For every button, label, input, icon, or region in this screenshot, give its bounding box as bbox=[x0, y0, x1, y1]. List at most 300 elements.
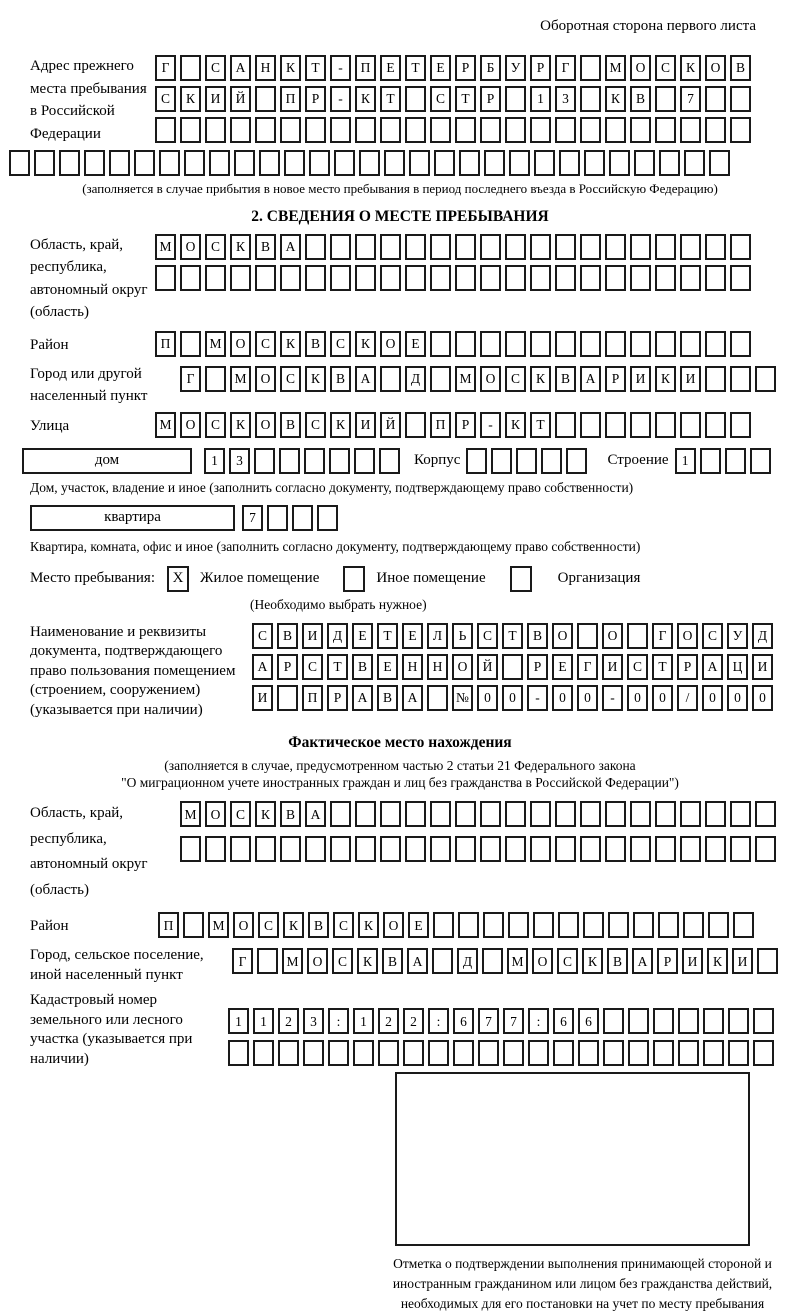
char-cell bbox=[205, 836, 226, 862]
char-cell bbox=[634, 150, 655, 176]
char-cell: М bbox=[180, 801, 201, 827]
char-cell bbox=[109, 150, 130, 176]
char-cell bbox=[605, 836, 626, 862]
house-row bbox=[0, 448, 800, 474]
house-cells bbox=[204, 448, 404, 474]
page-header-note: Оборотная сторона первого листа bbox=[540, 18, 756, 34]
char-cell bbox=[355, 836, 376, 862]
char-cell bbox=[180, 55, 201, 81]
char-cell bbox=[355, 117, 376, 143]
char-cell: Т bbox=[502, 623, 523, 649]
char-cell bbox=[380, 836, 401, 862]
char-cell bbox=[305, 234, 326, 260]
char-cell bbox=[379, 448, 400, 474]
char-cell: В bbox=[277, 623, 298, 649]
char-cell: Т bbox=[327, 654, 348, 680]
house-box-label: дом bbox=[22, 448, 192, 474]
char-cell bbox=[630, 836, 651, 862]
char-cell: О bbox=[307, 948, 328, 974]
char-cell bbox=[280, 117, 301, 143]
char-cell bbox=[254, 448, 275, 474]
char-cell bbox=[577, 623, 598, 649]
char-cell: Й bbox=[230, 86, 251, 112]
char-cell: О bbox=[552, 623, 573, 649]
char-cell: В bbox=[377, 685, 398, 711]
char-cell bbox=[278, 1040, 299, 1066]
char-cell bbox=[180, 265, 201, 291]
char-cell bbox=[603, 1040, 624, 1066]
char-cell bbox=[380, 366, 401, 392]
char-cell bbox=[530, 265, 551, 291]
char-cell: М bbox=[507, 948, 528, 974]
char-cell bbox=[728, 1040, 749, 1066]
char-cell: 3 bbox=[229, 448, 250, 474]
char-cell bbox=[355, 265, 376, 291]
char-cell: С bbox=[627, 654, 648, 680]
char-cell bbox=[478, 1040, 499, 1066]
char-cell bbox=[405, 265, 426, 291]
char-cell bbox=[580, 801, 601, 827]
char-grid-row bbox=[155, 117, 755, 143]
char-cell bbox=[234, 150, 255, 176]
char-cell bbox=[255, 265, 276, 291]
char-cell: С bbox=[155, 86, 176, 112]
char-cell: Р bbox=[455, 412, 476, 438]
char-cell: В bbox=[527, 623, 548, 649]
char-cell: И bbox=[205, 86, 226, 112]
char-cell bbox=[453, 1040, 474, 1066]
char-cell bbox=[330, 117, 351, 143]
char-cell bbox=[580, 117, 601, 143]
char-cell: С bbox=[430, 86, 451, 112]
char-cell bbox=[555, 801, 576, 827]
char-cell: Л bbox=[427, 623, 448, 649]
char-cell: 0 bbox=[502, 685, 523, 711]
char-cell bbox=[608, 912, 629, 938]
apartment-note: Квартира, комната, офис и иное (заполнить согласно документу, подтверждающему право собственности) bbox=[30, 538, 641, 554]
char-cell: С bbox=[302, 654, 323, 680]
char-cell: Е bbox=[380, 55, 401, 81]
char-cell: С bbox=[305, 412, 326, 438]
district-row bbox=[0, 331, 800, 357]
char-grid-row bbox=[228, 1040, 778, 1066]
char-cell bbox=[528, 1040, 549, 1066]
char-cell: Р bbox=[657, 948, 678, 974]
char-cell: С bbox=[332, 948, 353, 974]
char-cell: Г bbox=[232, 948, 253, 974]
char-cell: В bbox=[607, 948, 628, 974]
char-cell: П bbox=[158, 912, 179, 938]
char-cell: С bbox=[255, 331, 276, 357]
char-cell bbox=[705, 412, 726, 438]
char-cell: 1 bbox=[530, 86, 551, 112]
char-cell: Р bbox=[605, 366, 626, 392]
char-cell bbox=[480, 265, 501, 291]
char-cell bbox=[680, 836, 701, 862]
char-cell bbox=[430, 366, 451, 392]
char-cell: Т bbox=[380, 86, 401, 112]
char-cell bbox=[705, 836, 726, 862]
cadastral-block bbox=[0, 991, 800, 1069]
char-cell: А bbox=[280, 234, 301, 260]
char-cell: И bbox=[680, 366, 701, 392]
char-cell: Н bbox=[402, 654, 423, 680]
char-cell: 0 bbox=[627, 685, 648, 711]
char-cell: О bbox=[180, 412, 201, 438]
char-cell: О bbox=[255, 366, 276, 392]
fact-district-row bbox=[0, 912, 800, 938]
char-cell: О bbox=[255, 412, 276, 438]
char-cell bbox=[284, 150, 305, 176]
char-cell: К bbox=[355, 86, 376, 112]
char-cell: Д bbox=[752, 623, 773, 649]
confirmation-stamp-box bbox=[395, 1072, 750, 1246]
char-cell: С bbox=[280, 366, 301, 392]
char-cell bbox=[155, 117, 176, 143]
char-cell bbox=[753, 1008, 774, 1034]
char-cell bbox=[409, 150, 430, 176]
char-cell: И bbox=[355, 412, 376, 438]
char-cell: 6 bbox=[578, 1008, 599, 1034]
char-grid-row bbox=[180, 801, 780, 827]
char-cell bbox=[555, 412, 576, 438]
char-cell bbox=[277, 685, 298, 711]
char-cell: 0 bbox=[727, 685, 748, 711]
char-cell bbox=[628, 1008, 649, 1034]
char-cell bbox=[230, 117, 251, 143]
char-cell: С bbox=[477, 623, 498, 649]
char-cell bbox=[558, 912, 579, 938]
char-cell: : bbox=[428, 1008, 449, 1034]
char-cell: М bbox=[230, 366, 251, 392]
char-cell: К bbox=[180, 86, 201, 112]
char-cell: В bbox=[308, 912, 329, 938]
char-cell bbox=[730, 331, 751, 357]
char-cell: Н bbox=[255, 55, 276, 81]
char-cell bbox=[753, 1040, 774, 1066]
char-cell bbox=[405, 412, 426, 438]
char-cell bbox=[530, 331, 551, 357]
char-cell bbox=[427, 685, 448, 711]
char-cell bbox=[155, 265, 176, 291]
char-cell bbox=[180, 331, 201, 357]
char-cell: О bbox=[602, 623, 623, 649]
stay-option-label-organization: Организация bbox=[557, 570, 641, 587]
char-cell bbox=[730, 366, 751, 392]
korpus-label: Корпус bbox=[414, 452, 461, 469]
char-cell bbox=[730, 801, 751, 827]
char-cell: К bbox=[655, 366, 676, 392]
stay-type-checkbox-organization bbox=[510, 566, 532, 592]
stay-type-note: (Необходимо выбрать нужное) bbox=[250, 596, 427, 612]
char-cell bbox=[630, 265, 651, 291]
char-cell bbox=[257, 948, 278, 974]
char-cell bbox=[403, 1040, 424, 1066]
document-rows bbox=[252, 623, 777, 711]
char-cell bbox=[304, 448, 325, 474]
char-cell: К bbox=[330, 412, 351, 438]
char-cell bbox=[305, 265, 326, 291]
char-cell bbox=[430, 234, 451, 260]
char-cell: Й bbox=[380, 412, 401, 438]
char-cell bbox=[428, 1040, 449, 1066]
char-cell bbox=[555, 836, 576, 862]
char-cell bbox=[605, 412, 626, 438]
prev-address-overflow-row bbox=[0, 150, 800, 176]
char-cell bbox=[580, 234, 601, 260]
char-cell: К bbox=[707, 948, 728, 974]
char-cell bbox=[630, 234, 651, 260]
char-cell bbox=[655, 412, 676, 438]
char-cell bbox=[459, 150, 480, 176]
char-cell bbox=[455, 801, 476, 827]
char-cell: В bbox=[280, 412, 301, 438]
char-cell bbox=[430, 265, 451, 291]
char-cell: О bbox=[380, 331, 401, 357]
prev-address-rows bbox=[155, 55, 755, 143]
confirmation-stamp-note: Отметка о подтверждении выполнения принимающей стороной и иностранным гражданином или лицом без гражданства действий, необходимых для его постановки на учет по месту пребывания bbox=[392, 1256, 773, 1311]
char-cell bbox=[580, 55, 601, 81]
char-cell: Й bbox=[477, 654, 498, 680]
char-cell: 2 bbox=[378, 1008, 399, 1034]
char-cell bbox=[555, 117, 576, 143]
char-cell: : bbox=[328, 1008, 349, 1034]
char-cell bbox=[680, 412, 701, 438]
char-cell bbox=[384, 150, 405, 176]
char-cell bbox=[328, 1040, 349, 1066]
char-cell: О bbox=[452, 654, 473, 680]
char-cell bbox=[480, 117, 501, 143]
stay-type-row bbox=[0, 566, 800, 592]
char-cell bbox=[503, 1040, 524, 1066]
char-cell bbox=[541, 448, 562, 474]
char-cell: Е bbox=[402, 623, 423, 649]
char-cell bbox=[630, 117, 651, 143]
char-cell bbox=[655, 265, 676, 291]
char-cell bbox=[505, 234, 526, 260]
char-cell: А bbox=[352, 685, 373, 711]
char-cell: А bbox=[305, 801, 326, 827]
char-cell bbox=[605, 331, 626, 357]
char-cell bbox=[353, 1040, 374, 1066]
char-cell bbox=[655, 836, 676, 862]
char-cell bbox=[728, 1008, 749, 1034]
char-cell bbox=[605, 234, 626, 260]
char-cell: Г bbox=[577, 654, 598, 680]
char-cell bbox=[59, 150, 80, 176]
char-cell bbox=[330, 836, 351, 862]
region-label: Область, край, республика, автономный округ (область) bbox=[30, 236, 148, 321]
char-cell bbox=[755, 366, 776, 392]
char-cell bbox=[730, 117, 751, 143]
char-cell bbox=[378, 1040, 399, 1066]
char-cell: К bbox=[357, 948, 378, 974]
char-cell bbox=[34, 150, 55, 176]
char-cell bbox=[705, 117, 726, 143]
char-cell bbox=[683, 912, 704, 938]
char-grid-row bbox=[155, 55, 755, 81]
char-cell: 0 bbox=[752, 685, 773, 711]
char-cell bbox=[757, 948, 778, 974]
char-cell bbox=[455, 265, 476, 291]
char-cell bbox=[700, 448, 721, 474]
char-cell bbox=[730, 234, 751, 260]
char-cell bbox=[458, 912, 479, 938]
char-cell bbox=[655, 117, 676, 143]
char-cell: И bbox=[602, 654, 623, 680]
house-note: Дом, участок, владение и иное (заполнить согласно документу, подтверждающему право собственности) bbox=[30, 479, 634, 495]
char-cell: 1 bbox=[204, 448, 225, 474]
char-cell bbox=[228, 1040, 249, 1066]
char-cell bbox=[580, 836, 601, 862]
char-cell bbox=[516, 448, 537, 474]
char-cell bbox=[84, 150, 105, 176]
char-cell: 2 bbox=[403, 1008, 424, 1034]
char-cell: К bbox=[283, 912, 304, 938]
char-cell bbox=[505, 331, 526, 357]
district-label: Район bbox=[30, 336, 69, 353]
char-cell bbox=[230, 265, 251, 291]
char-cell: 0 bbox=[477, 685, 498, 711]
char-cell: Е bbox=[430, 55, 451, 81]
char-cell bbox=[180, 117, 201, 143]
char-cell bbox=[609, 150, 630, 176]
char-cell: Д bbox=[457, 948, 478, 974]
char-cell: Г bbox=[652, 623, 673, 649]
char-grid-row bbox=[155, 86, 755, 112]
char-grid-row bbox=[228, 1008, 778, 1034]
stay-type-label: Место пребывания: bbox=[30, 570, 155, 587]
char-cell: 6 bbox=[453, 1008, 474, 1034]
char-cell bbox=[633, 912, 654, 938]
char-cell: О bbox=[480, 366, 501, 392]
stay-type-checkbox-residential: X bbox=[167, 566, 189, 592]
char-cell bbox=[491, 448, 512, 474]
char-cell bbox=[555, 234, 576, 260]
apartment-cells bbox=[242, 505, 342, 531]
char-grid-row bbox=[155, 234, 755, 260]
char-cell bbox=[405, 234, 426, 260]
char-cell bbox=[755, 801, 776, 827]
char-cell bbox=[205, 265, 226, 291]
prev-address-note: (заполняется в случае прибытия в новое место пребывания в период последнего въезда в Российскую Федерацию) bbox=[82, 181, 718, 196]
char-cell bbox=[505, 86, 526, 112]
char-cell: О bbox=[233, 912, 254, 938]
char-grid-row bbox=[155, 331, 755, 357]
char-cell: Ц bbox=[727, 654, 748, 680]
char-cell bbox=[705, 331, 726, 357]
char-cell bbox=[655, 801, 676, 827]
char-cell bbox=[658, 912, 679, 938]
char-cell bbox=[730, 836, 751, 862]
char-cell bbox=[502, 654, 523, 680]
city-label: Город или другой населенный пункт bbox=[30, 365, 148, 405]
char-cell: 7 bbox=[503, 1008, 524, 1034]
char-cell: К bbox=[230, 234, 251, 260]
char-cell bbox=[434, 150, 455, 176]
char-cell bbox=[628, 1040, 649, 1066]
fact-district-label: Район bbox=[30, 918, 69, 935]
char-cell bbox=[659, 150, 680, 176]
char-cell: В bbox=[352, 654, 373, 680]
char-cell bbox=[530, 836, 551, 862]
char-cell bbox=[705, 265, 726, 291]
char-cell: У bbox=[727, 623, 748, 649]
char-cell: М bbox=[455, 366, 476, 392]
street-label: Улица bbox=[30, 417, 70, 434]
char-cell bbox=[466, 448, 487, 474]
char-cell: М bbox=[155, 234, 176, 260]
char-cell: 3 bbox=[555, 86, 576, 112]
char-cell: 0 bbox=[652, 685, 673, 711]
char-cell: В bbox=[280, 801, 301, 827]
char-cell: С bbox=[205, 412, 226, 438]
char-cell bbox=[280, 265, 301, 291]
char-cell: Т bbox=[305, 55, 326, 81]
char-cell bbox=[329, 448, 350, 474]
char-cell: Г bbox=[180, 366, 201, 392]
char-grid-row bbox=[155, 412, 755, 438]
char-cell: О bbox=[630, 55, 651, 81]
char-cell bbox=[750, 448, 771, 474]
char-cell: С bbox=[505, 366, 526, 392]
char-cell: Р bbox=[480, 86, 501, 112]
char-cell: Т bbox=[530, 412, 551, 438]
char-cell bbox=[405, 836, 426, 862]
char-cell bbox=[755, 836, 776, 862]
char-cell bbox=[730, 265, 751, 291]
char-cell bbox=[259, 150, 280, 176]
char-cell bbox=[205, 366, 226, 392]
char-cell bbox=[703, 1008, 724, 1034]
char-cell bbox=[405, 117, 426, 143]
char-cell bbox=[708, 912, 729, 938]
char-cell: К bbox=[505, 412, 526, 438]
char-cell: 1 bbox=[675, 448, 696, 474]
char-cell bbox=[255, 86, 276, 112]
char-cell: В bbox=[555, 366, 576, 392]
char-cell bbox=[330, 265, 351, 291]
char-cell bbox=[334, 150, 355, 176]
char-cell bbox=[530, 234, 551, 260]
apartment-box-label: квартира bbox=[30, 505, 235, 531]
char-cell: К bbox=[680, 55, 701, 81]
char-cell bbox=[509, 150, 530, 176]
char-cell bbox=[684, 150, 705, 176]
char-cell bbox=[627, 623, 648, 649]
actual-location-note-line1: (заполняется в случае, предусмотренном частью 2 статьи 21 Федерального закона bbox=[164, 758, 636, 774]
char-cell: П bbox=[430, 412, 451, 438]
char-cell bbox=[703, 1040, 724, 1066]
char-cell: А bbox=[355, 366, 376, 392]
char-cell: В bbox=[330, 366, 351, 392]
char-cell: 7 bbox=[680, 86, 701, 112]
char-cell bbox=[180, 836, 201, 862]
cadastral-rows bbox=[228, 1008, 778, 1066]
char-cell: Е bbox=[377, 654, 398, 680]
char-cell: О bbox=[705, 55, 726, 81]
city-row bbox=[0, 363, 800, 408]
actual-location-note-line2: "О миграционном учете иностранных граждан и лиц без гражданства в Российской Федерации") bbox=[121, 775, 679, 791]
char-cell: 2 bbox=[278, 1008, 299, 1034]
char-cell: Т bbox=[377, 623, 398, 649]
char-cell bbox=[354, 448, 375, 474]
korpus-cells bbox=[466, 448, 591, 474]
char-cell bbox=[255, 117, 276, 143]
char-cell bbox=[680, 801, 701, 827]
char-cell: 0 bbox=[577, 685, 598, 711]
char-cell: Р bbox=[527, 654, 548, 680]
